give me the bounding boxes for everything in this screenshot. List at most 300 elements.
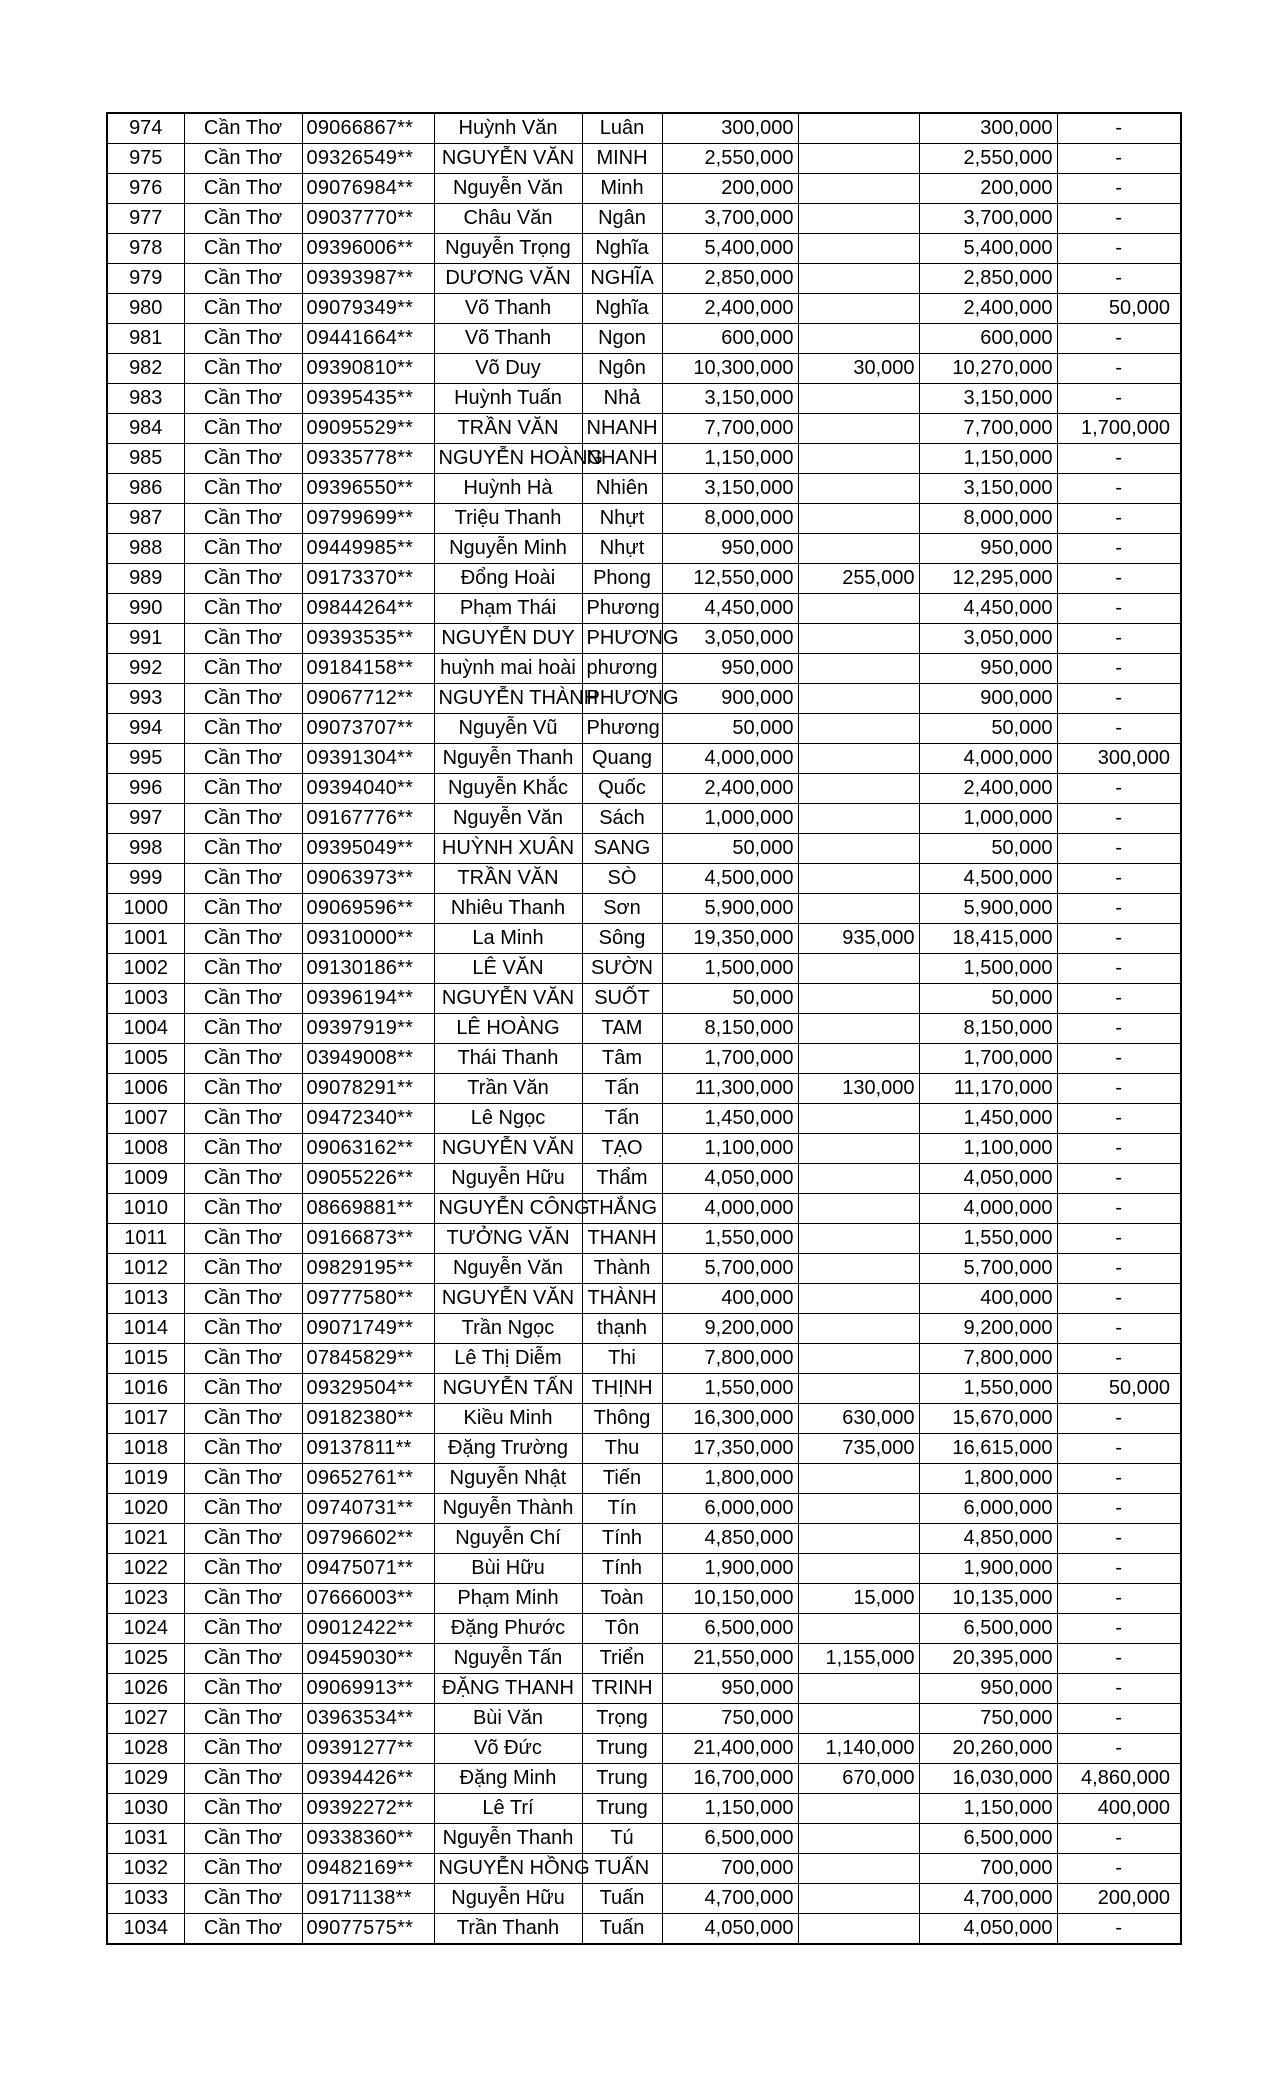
net-amount-cell: 2,550,000 [919,144,1057,174]
gross-amount-cell: 1,150,000 [662,444,798,474]
table-row [107,1914,1181,1945]
extra-amount-cell: - [1057,1824,1181,1854]
phone-cell: 09063973** [302,864,434,894]
phone-cell: 09396194** [302,984,434,1014]
gross-amount-cell: 1,550,000 [662,1224,798,1254]
given-name-cell: Tấn [582,1104,662,1134]
phone-cell: 09069913** [302,1674,434,1704]
deduction-cell [798,144,919,174]
phone-cell: 09335778** [302,444,434,474]
given-name-cell: Nghĩa [582,294,662,324]
table-row [107,414,1181,444]
extra-amount-cell: - [1057,504,1181,534]
given-name-cell: Ngôn [582,354,662,384]
given-name-cell: Nghĩa [582,234,662,264]
province-cell: Cần Thơ [184,624,302,654]
table-row [107,354,1181,384]
gross-amount-cell: 1,500,000 [662,954,798,984]
province-cell: Cần Thơ [184,444,302,474]
gross-amount-cell: 10,300,000 [662,354,798,384]
gross-amount-cell: 3,050,000 [662,624,798,654]
deduction-cell [798,474,919,504]
phone-cell: 09475071** [302,1554,434,1584]
phone-cell: 09078291** [302,1074,434,1104]
surname-cell: NGUYỄN THÀNH [434,684,582,714]
gross-amount-cell: 12,550,000 [662,564,798,594]
table-row [107,1794,1181,1824]
table-row [107,1254,1181,1284]
given-name-cell: Tuấn [582,1914,662,1945]
gross-amount-cell: 6,000,000 [662,1494,798,1524]
extra-amount-cell: - [1057,864,1181,894]
deduction-cell [798,1014,919,1044]
net-amount-cell: 11,170,000 [919,1074,1057,1104]
gross-amount-cell: 1,800,000 [662,1464,798,1494]
row-number-cell: 1021 [107,1524,184,1554]
phone-cell: 07845829** [302,1344,434,1374]
given-name-cell: PHƯƠNG [582,684,662,714]
gross-amount-cell: 600,000 [662,324,798,354]
given-name-cell: phương [582,654,662,684]
net-amount-cell: 1,000,000 [919,804,1057,834]
net-amount-cell: 950,000 [919,654,1057,684]
deduction-cell [798,534,919,564]
phone-cell: 09173370** [302,564,434,594]
deduction-cell [798,1794,919,1824]
given-name-cell: Tấn [582,1074,662,1104]
province-cell: Cần Thơ [184,474,302,504]
row-number-cell: 1028 [107,1734,184,1764]
extra-amount-cell: - [1057,1644,1181,1674]
surname-cell: Nguyễn Văn [434,174,582,204]
province-cell: Cần Thơ [184,1254,302,1284]
deduction-cell [798,774,919,804]
province-cell: Cần Thơ [184,1494,302,1524]
gross-amount-cell: 1,550,000 [662,1374,798,1404]
table-row [107,1014,1181,1044]
given-name-cell: Sách [582,804,662,834]
deduction-cell: 935,000 [798,924,919,954]
gross-amount-cell: 4,500,000 [662,864,798,894]
table-row [107,1674,1181,1704]
row-number-cell: 991 [107,624,184,654]
extra-amount-cell: - [1057,444,1181,474]
deduction-cell: 1,140,000 [798,1734,919,1764]
surname-cell: Thái Thanh [434,1044,582,1074]
province-cell: Cần Thơ [184,924,302,954]
given-name-cell: Tâm [582,1044,662,1074]
province-cell: Cần Thơ [184,654,302,684]
deduction-cell [798,1854,919,1884]
table-row [107,1194,1181,1224]
extra-amount-cell: - [1057,113,1181,144]
gross-amount-cell: 300,000 [662,113,798,144]
gross-amount-cell: 950,000 [662,534,798,564]
table-row [107,1824,1181,1854]
extra-amount-cell: - [1057,1044,1181,1074]
net-amount-cell: 8,000,000 [919,504,1057,534]
row-number-cell: 996 [107,774,184,804]
province-cell: Cần Thơ [184,414,302,444]
extra-amount-cell: - [1057,1404,1181,1434]
table-row [107,864,1181,894]
phone-cell: 09391304** [302,744,434,774]
table-row [107,1374,1181,1404]
province-cell: Cần Thơ [184,894,302,924]
surname-cell: NGUYỄN VĂN [434,144,582,174]
gross-amount-cell: 2,400,000 [662,294,798,324]
table-row [107,984,1181,1014]
surname-cell: huỳnh mai hoài [434,654,582,684]
table-row [107,1524,1181,1554]
surname-cell: La Minh [434,924,582,954]
phone-cell: 09472340** [302,1104,434,1134]
gross-amount-cell: 1,000,000 [662,804,798,834]
net-amount-cell: 20,260,000 [919,1734,1057,1764]
province-cell: Cần Thơ [184,1884,302,1914]
table-row [107,1884,1181,1914]
row-number-cell: 979 [107,264,184,294]
extra-amount-cell: - [1057,174,1181,204]
deduction-cell [798,1824,919,1854]
province-cell: Cần Thơ [184,954,302,984]
row-number-cell: 988 [107,534,184,564]
phone-cell: 09012422** [302,1614,434,1644]
surname-cell: ĐẶNG THANH [434,1674,582,1704]
gross-amount-cell: 3,150,000 [662,474,798,504]
net-amount-cell: 1,700,000 [919,1044,1057,1074]
table-row [107,1104,1181,1134]
province-cell: Cần Thơ [184,174,302,204]
province-cell: Cần Thơ [184,714,302,744]
table-row [107,1464,1181,1494]
table-row [107,1284,1181,1314]
net-amount-cell: 9,200,000 [919,1314,1057,1344]
extra-amount-cell: - [1057,384,1181,414]
deduction-cell [798,1344,919,1374]
given-name-cell: Thông [582,1404,662,1434]
table-row [107,924,1181,954]
given-name-cell: THANH [582,1224,662,1254]
deduction-cell [798,444,919,474]
net-amount-cell: 1,150,000 [919,1794,1057,1824]
net-amount-cell: 50,000 [919,984,1057,1014]
deduction-cell [798,864,919,894]
phone-cell: 09391277** [302,1734,434,1764]
given-name-cell: Nhựt [582,534,662,564]
row-number-cell: 976 [107,174,184,204]
deduction-cell [798,234,919,264]
surname-cell: TRẦN VĂN [434,414,582,444]
row-number-cell: 975 [107,144,184,174]
phone-cell: 09392272** [302,1794,434,1824]
deduction-cell: 30,000 [798,354,919,384]
net-amount-cell: 5,700,000 [919,1254,1057,1284]
row-number-cell: 1024 [107,1614,184,1644]
row-number-cell: 987 [107,504,184,534]
gross-amount-cell: 8,000,000 [662,504,798,534]
province-cell: Cần Thơ [184,984,302,1014]
table-row [107,474,1181,504]
surname-cell: TRẦN VĂN [434,864,582,894]
phone-cell: 09844264** [302,594,434,624]
surname-cell: Đặng Minh [434,1764,582,1794]
extra-amount-cell: - [1057,1254,1181,1284]
surname-cell: Huỳnh Văn [434,113,582,144]
surname-cell: Nguyễn Thanh [434,1824,582,1854]
net-amount-cell: 5,900,000 [919,894,1057,924]
given-name-cell: Tôn [582,1614,662,1644]
extra-amount-cell: - [1057,924,1181,954]
phone-cell: 09396550** [302,474,434,504]
given-name-cell: SƯỜN [582,954,662,984]
row-number-cell: 989 [107,564,184,594]
gross-amount-cell: 21,550,000 [662,1644,798,1674]
province-cell: Cần Thơ [184,1464,302,1494]
gross-amount-cell: 16,700,000 [662,1764,798,1794]
row-number-cell: 1010 [107,1194,184,1224]
gross-amount-cell: 2,850,000 [662,264,798,294]
given-name-cell: SUỐT [582,984,662,1014]
phone-cell: 09394040** [302,774,434,804]
extra-amount-cell: - [1057,1734,1181,1764]
surname-cell: Lê Thị Diễm [434,1344,582,1374]
province-cell: Cần Thơ [184,1554,302,1584]
surname-cell: NGUYỄN HOÀNG [434,444,582,474]
province-cell: Cần Thơ [184,594,302,624]
table-row [107,1734,1181,1764]
table-row [107,1344,1181,1374]
net-amount-cell: 1,500,000 [919,954,1057,984]
phone-cell: 09829195** [302,1254,434,1284]
given-name-cell: PHƯƠNG [582,624,662,654]
row-number-cell: 1025 [107,1644,184,1674]
province-cell: Cần Thơ [184,294,302,324]
deduction-cell [798,1494,919,1524]
ledger-body [107,113,1181,1944]
given-name-cell: Phương [582,594,662,624]
gross-amount-cell: 1,700,000 [662,1044,798,1074]
deduction-cell [798,984,919,1014]
gross-amount-cell: 50,000 [662,714,798,744]
net-amount-cell: 2,400,000 [919,294,1057,324]
deduction-cell [798,384,919,414]
row-number-cell: 999 [107,864,184,894]
extra-amount-cell: - [1057,1554,1181,1584]
row-number-cell: 977 [107,204,184,234]
row-number-cell: 1030 [107,1794,184,1824]
province-cell: Cần Thơ [184,1524,302,1554]
surname-cell: Huỳnh Tuấn [434,384,582,414]
table-row [107,1134,1181,1164]
gross-amount-cell: 900,000 [662,684,798,714]
table-row [107,504,1181,534]
extra-amount-cell: - [1057,354,1181,384]
province-cell: Cần Thơ [184,774,302,804]
table-row [107,564,1181,594]
surname-cell: Võ Thanh [434,294,582,324]
deduction-cell [798,1884,919,1914]
row-number-cell: 995 [107,744,184,774]
given-name-cell: THẮNG [582,1194,662,1224]
phone-cell: 07666003** [302,1584,434,1614]
net-amount-cell: 750,000 [919,1704,1057,1734]
net-amount-cell: 3,150,000 [919,384,1057,414]
surname-cell: LÊ HOÀNG [434,1014,582,1044]
surname-cell: Nguyễn Vũ [434,714,582,744]
phone-cell: 09063162** [302,1134,434,1164]
deduction-cell [798,1254,919,1284]
gross-amount-cell: 1,150,000 [662,1794,798,1824]
net-amount-cell: 300,000 [919,113,1057,144]
row-number-cell: 984 [107,414,184,444]
net-amount-cell: 20,395,000 [919,1644,1057,1674]
net-amount-cell: 4,700,000 [919,1884,1057,1914]
table-row [107,534,1181,564]
given-name-cell: NGHĨA [582,264,662,294]
extra-amount-cell: - [1057,1164,1181,1194]
given-name-cell: Trung [582,1794,662,1824]
deduction-cell: 1,155,000 [798,1644,919,1674]
extra-amount-cell: - [1057,1584,1181,1614]
phone-cell: 09740731** [302,1494,434,1524]
given-name-cell: Nhiên [582,474,662,504]
extra-amount-cell: - [1057,1014,1181,1044]
gross-amount-cell: 4,050,000 [662,1164,798,1194]
net-amount-cell: 1,150,000 [919,444,1057,474]
province-cell: Cần Thơ [184,504,302,534]
row-number-cell: 1020 [107,1494,184,1524]
net-amount-cell: 12,295,000 [919,564,1057,594]
net-amount-cell: 5,400,000 [919,234,1057,264]
phone-cell: 09482169** [302,1854,434,1884]
table-row [107,174,1181,204]
extra-amount-cell: - [1057,984,1181,1014]
gross-amount-cell: 950,000 [662,1674,798,1704]
deduction-cell [798,1554,919,1584]
deduction-cell [798,714,919,744]
surname-cell: Nguyễn Thanh [434,744,582,774]
gross-amount-cell: 11,300,000 [662,1074,798,1104]
deduction-cell: 15,000 [798,1584,919,1614]
given-name-cell: Tính [582,1554,662,1584]
surname-cell: Nguyễn Minh [434,534,582,564]
row-number-cell: 1026 [107,1674,184,1704]
deduction-cell: 255,000 [798,564,919,594]
deduction-cell [798,1374,919,1404]
table-row [107,714,1181,744]
province-cell: Cần Thơ [184,864,302,894]
extra-amount-cell: - [1057,1704,1181,1734]
surname-cell: Nguyễn Tấn [434,1644,582,1674]
province-cell: Cần Thơ [184,1134,302,1164]
row-number-cell: 1015 [107,1344,184,1374]
given-name-cell: Trung [582,1764,662,1794]
phone-cell: 09171138** [302,1884,434,1914]
table-row [107,234,1181,264]
row-number-cell: 978 [107,234,184,264]
table-row [107,954,1181,984]
surname-cell: Võ Đức [434,1734,582,1764]
phone-cell: 09777580** [302,1284,434,1314]
deduction-cell [798,1674,919,1704]
given-name-cell: Tín [582,1494,662,1524]
row-number-cell: 998 [107,834,184,864]
given-name-cell: Luân [582,113,662,144]
gross-amount-cell: 4,000,000 [662,744,798,774]
table-row [107,654,1181,684]
deduction-cell [798,294,919,324]
row-number-cell: 1016 [107,1374,184,1404]
table-row [107,324,1181,354]
province-cell: Cần Thơ [184,1644,302,1674]
province-cell: Cần Thơ [184,144,302,174]
table-row [107,1614,1181,1644]
row-number-cell: 1032 [107,1854,184,1884]
phone-cell: 09166873** [302,1224,434,1254]
given-name-cell: NHANH [582,414,662,444]
table-row [107,1314,1181,1344]
row-number-cell: 1014 [107,1314,184,1344]
row-number-cell: 1013 [107,1284,184,1314]
surname-cell: Võ Duy [434,354,582,384]
surname-cell: Triệu Thanh [434,504,582,534]
gross-amount-cell: 16,300,000 [662,1404,798,1434]
deduction-cell [798,324,919,354]
province-cell: Cần Thơ [184,1734,302,1764]
given-name-cell: Sông [582,924,662,954]
table-row [107,294,1181,324]
surname-cell: Đặng Phước [434,1614,582,1644]
phone-cell: 09167776** [302,804,434,834]
deduction-cell: 630,000 [798,1404,919,1434]
gross-amount-cell: 21,400,000 [662,1734,798,1764]
row-number-cell: 1027 [107,1704,184,1734]
given-name-cell: Thành [582,1254,662,1284]
table-row [107,1494,1181,1524]
row-number-cell: 997 [107,804,184,834]
net-amount-cell: 2,400,000 [919,774,1057,804]
surname-cell: Nguyễn Nhật [434,1464,582,1494]
gross-amount-cell: 50,000 [662,834,798,864]
province-cell: Cần Thơ [184,564,302,594]
province-cell: Cần Thơ [184,1674,302,1704]
row-number-cell: 1005 [107,1044,184,1074]
given-name-cell: Phương [582,714,662,744]
net-amount-cell: 950,000 [919,1674,1057,1704]
phone-cell: 03963534** [302,1704,434,1734]
surname-cell: Nguyễn Hữu [434,1164,582,1194]
gross-amount-cell: 17,350,000 [662,1434,798,1464]
given-name-cell: Thu [582,1434,662,1464]
given-name-cell: thạnh [582,1314,662,1344]
gross-amount-cell: 4,850,000 [662,1524,798,1554]
province-cell: Cần Thơ [184,384,302,414]
deduction-cell [798,1044,919,1074]
surname-cell: Phạm Thái [434,594,582,624]
row-number-cell: 1011 [107,1224,184,1254]
row-number-cell: 1007 [107,1104,184,1134]
given-name-cell: Toàn [582,1584,662,1614]
deduction-cell [798,1164,919,1194]
table-row [107,384,1181,414]
province-cell: Cần Thơ [184,684,302,714]
province-cell: Cần Thơ [184,1704,302,1734]
phone-cell: 09393987** [302,264,434,294]
net-amount-cell: 4,500,000 [919,864,1057,894]
table-row [107,1764,1181,1794]
extra-amount-cell: - [1057,1074,1181,1104]
